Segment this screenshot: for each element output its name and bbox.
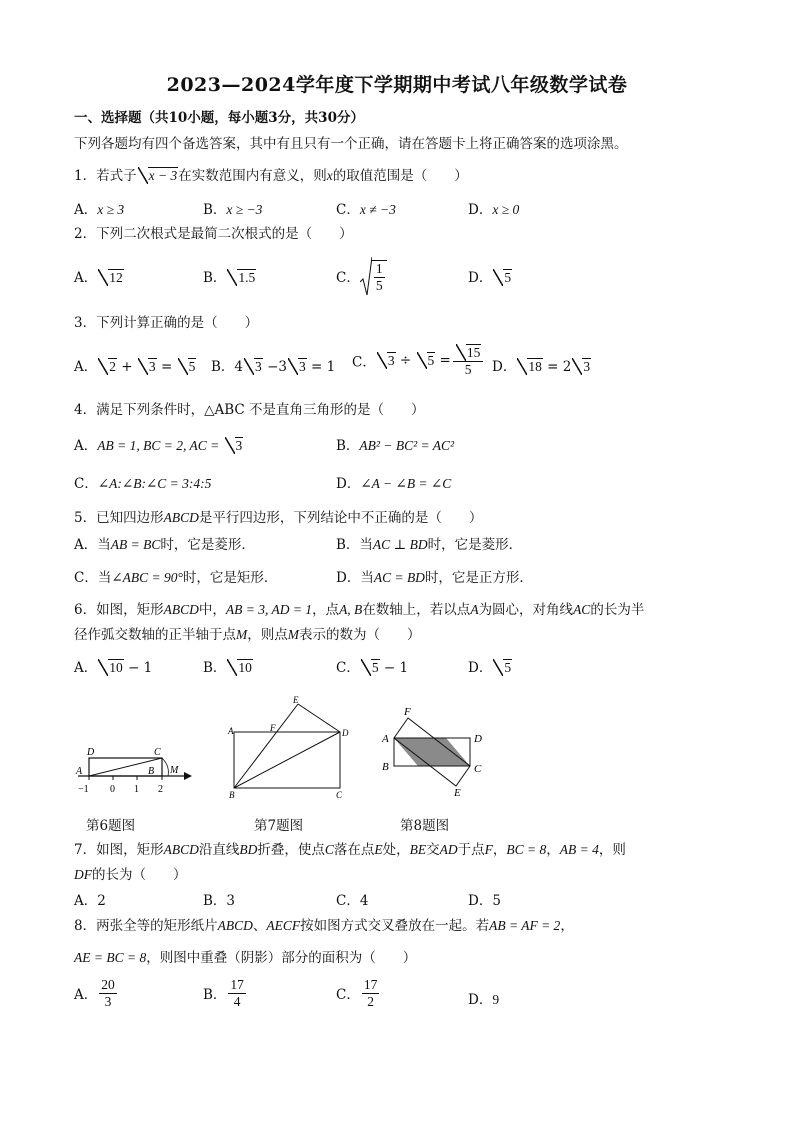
q1-option-b: B．x ≥ −3 [203, 202, 263, 218]
question-7-line-1: 7．如图，矩形ABCD沿直线BD折叠，使点C落在点E处，BE交AD于点F，BC = 8，AB = 4，则 [74, 842, 626, 858]
q1-option-a: A．x ≥ 3 [74, 202, 125, 218]
q7-option-b: B．3 [203, 893, 236, 909]
figure-6 [72, 740, 197, 800]
question-3: 3．下列计算正确的是（ ） [74, 315, 259, 331]
question-8-line-1: 8．两张全等的矩形纸片ABCD、AECF按如图方式交叉叠放在一起。若AB = AF = 2， [74, 918, 574, 934]
q2-option-b: B． 1.5 [203, 270, 256, 286]
q2-option-d: D． 5 [468, 270, 512, 286]
q5-option-a: A．当AB = BC时，它是菱形． [74, 537, 255, 553]
section-instruction: 下列各题均有四个备选答案，其中有且只有一个正确，请在答题卡上将正确答案的选项涂黑。 [74, 136, 628, 152]
label-d: D [474, 733, 482, 745]
label-b: B [229, 790, 235, 800]
label-a: A [382, 733, 389, 745]
q8-option-c: C． $\frac{17}{2}$ [336, 977, 378, 1009]
label-c: C [474, 763, 482, 775]
q3-option-c: C． 3 ÷ 5 = $\frac{15}{5}$ [352, 344, 485, 377]
tick-label: 2 [158, 784, 163, 795]
label-e: E [454, 787, 461, 798]
question-2: 2．下列二次根式是最简二次根式的是（ ） [74, 226, 353, 242]
arc [162, 758, 168, 776]
question-5: 5．已知四边形ABCD是平行四边形，下列结论中不正确的是（ ） [74, 510, 483, 526]
label-a: A [228, 726, 234, 736]
question-8-line-2: AE = BC = 8，则图中重叠（阴影）部分的面积为（ ） [74, 950, 417, 966]
label-c: C [336, 790, 343, 800]
question-4: 4．满足下列条件时，△ABC 不是直角三角形的是（ ） [74, 402, 425, 418]
label-f: F [404, 706, 411, 718]
tick-label: 1 [134, 784, 139, 795]
shaded-overlap [394, 738, 470, 766]
q7-option-c: C．4 [336, 893, 369, 909]
question-1: 1．若式子 x − 3在实数范围内有意义，则x的取值范围是（ ） [74, 168, 468, 184]
q6-option-c: C． 5 − 1 [336, 660, 409, 676]
label-f: F [270, 723, 276, 733]
label-e: E [293, 695, 299, 705]
sqrt-expression: x − 3 [138, 167, 179, 184]
diagonal-bd [234, 732, 340, 788]
q5-option-d: D．当AC = BD时，它是正方形． [336, 570, 533, 586]
question-7-line-2: DF的长为（ ） [74, 867, 187, 883]
q4-option-d: D．∠A − ∠B = ∠C [336, 476, 452, 492]
q8-option-a: A． $\frac{20}{3}$ [74, 977, 115, 1009]
figure-8-caption: 第8题图 [400, 818, 450, 834]
label-a: A [76, 766, 83, 777]
q4-option-a: A．AB = 1, BC = 2, AC = 3 [74, 438, 243, 454]
question-6-line-1: 6．如图，矩形ABCD中，AB = 3, AD = 1，点A, B在数轴上，若以点A为圆心，对角线AC的长为半 [74, 602, 645, 618]
label-m: M [170, 765, 179, 776]
label-d: D [342, 728, 349, 738]
q2-option-c: C． $\frac{1}{5}$ [336, 256, 387, 296]
q7-option-d: D．5 [468, 893, 501, 909]
q6-option-d: D． 5 [468, 660, 512, 676]
q3-option-b: B．4 3 −3 3 = 1 [211, 359, 336, 375]
tick-label: 0 [110, 784, 115, 795]
label-d: D [87, 747, 95, 758]
q7-option-a: A．2 [74, 893, 106, 909]
q1-option-c: C．x ≠ −3 [336, 202, 396, 218]
q5-option-b: B．当AC ⊥ BD时，它是菱形． [336, 537, 523, 553]
page-title: 2023—2024学年度下学期期中考试八年级数学试卷 [166, 74, 628, 96]
q4-option-b: B．AB² − BC² = AC² [336, 438, 455, 454]
label-c: C [154, 747, 161, 758]
tick-label: −1 [78, 784, 89, 795]
q2-option-a: A． 12 [74, 270, 123, 286]
figure-8 [378, 702, 493, 798]
q6-option-a: A． 10 − 1 [74, 660, 153, 676]
figure-6-caption: 第6题图 [86, 818, 136, 834]
section-heading: 一、选择题（共10小题，每小题3分，共30分） [74, 110, 364, 126]
label-b: B [382, 761, 389, 773]
q6-option-b: B． 10 [203, 660, 252, 676]
q1-option-d: D．x ≥ 0 [468, 202, 520, 218]
figure-7 [226, 694, 356, 804]
q8-option-b: B． $\frac{17}{4}$ [203, 977, 244, 1009]
question-6-line-2: 径作弧交数轴的正半轴于点M，则点M表示的数为（ ） [74, 627, 421, 643]
figure-7-caption: 第7题图 [254, 818, 304, 834]
segment-ed [298, 704, 340, 732]
q4-option-c: C．∠A:∠B:∠C = 3:4:5 [74, 476, 212, 492]
q8-option-d: D．9 [468, 992, 500, 1008]
q3-option-a: A． 2 + 3 = 5 [74, 359, 196, 375]
arrow-icon [184, 772, 192, 780]
q3-option-d: D． 18 = 2 3 [492, 359, 591, 375]
q5-option-c: C．当∠ABC = 90°时，它是矩形． [74, 570, 278, 586]
label-b: B [148, 766, 155, 777]
segment-be [234, 704, 298, 788]
